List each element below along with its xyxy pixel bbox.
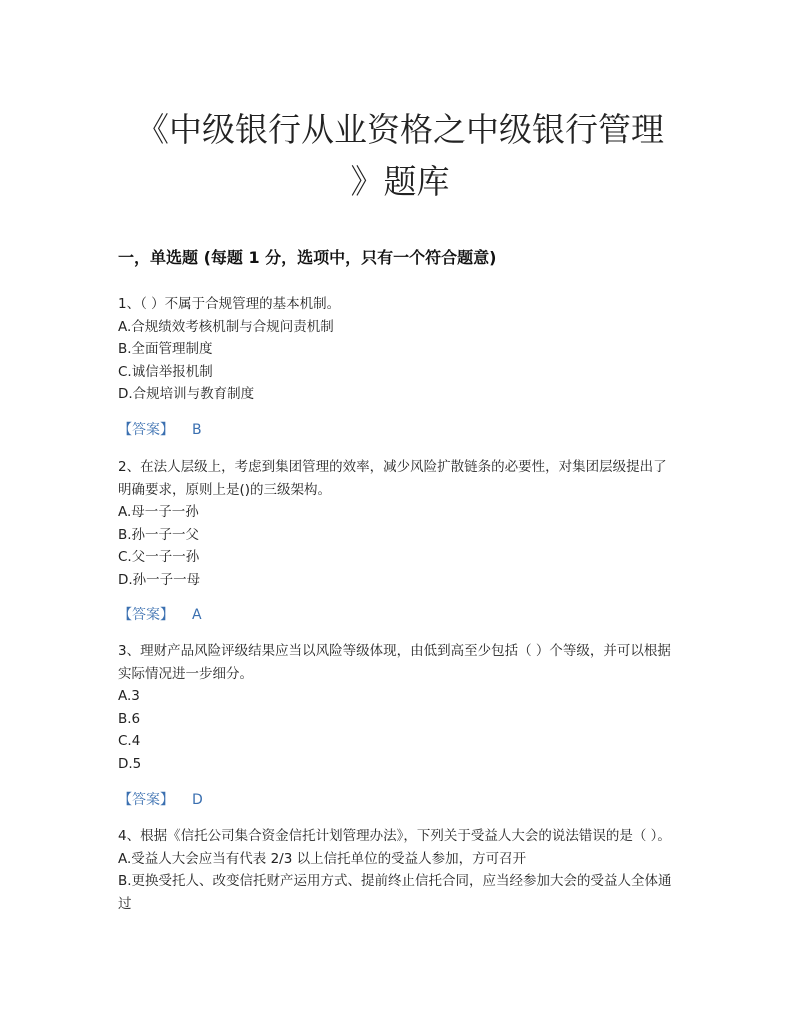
option-b: B.更换受托人、改变信托财产运用方式、提前终止信托合同，应当经参加大会的受益人全体通过 [118,873,672,912]
option-d: D.5 [118,755,142,772]
option-a: A.母一子一孙 [118,504,199,520]
question-4 [118,825,678,915]
option-b: B.6 [118,710,141,727]
option-a: A.受益人大会应当有代表 2/3 以上信托单位的受益人参加，方可召开 [118,850,527,867]
question-3 [118,640,678,775]
option-c: C.诚信举报机制 [118,363,213,380]
option-c: C.4 [118,733,141,749]
answer-1 [118,419,202,441]
option-b: B.孙一子一父 [118,526,200,543]
title-line-1: 《中级银行从业资格之中级银行管理 [136,110,664,149]
document-title [100,104,700,208]
answer-label: 【答案】 [118,607,174,623]
answer-2 [118,604,202,626]
option-a: A.3 [118,688,140,704]
question-stem: 1、（ ）不属于合规管理的基本机制。 [118,296,341,312]
answer-value: B [192,422,202,438]
option-c: C.父一子一孙 [118,549,200,565]
option-d: D.孙一子一母 [118,571,201,588]
question-stem: 4、根据《信托公司集合资金信托计划管理办法》，下列关于受益人大会的说法错误的是（ ）。 [118,828,671,844]
section-heading: 一，单选题 (每题 1 分，选项中，只有一个符合题意) [118,248,497,267]
option-d: D.合规培训与教育制度 [118,386,255,402]
title-line-2: 》题库 [350,162,450,201]
answer-label: 【答案】 [118,422,174,438]
answer-3 [118,789,203,811]
answer-label: 【答案】 [118,792,174,808]
question-2 [118,456,678,591]
option-a: A.合规绩效考核机制与合规问责机制 [118,318,334,335]
question-1 [118,293,678,406]
question-stem: 2、在法人层级上，考虑到集团管理的效率，减少风险扩散链条的必要性，对集团层级提出了明确要求，原则上是()的三级架构。 [118,459,667,498]
option-b: B.全面管理制度 [118,341,213,357]
answer-value: A [192,607,202,623]
answer-value: D [192,792,203,808]
question-stem: 3、理财产品风险评级结果应当以风险等级体现，由低到高至少包括（ ）个等级，并可以根据实际情况进一步细分。 [118,643,671,682]
